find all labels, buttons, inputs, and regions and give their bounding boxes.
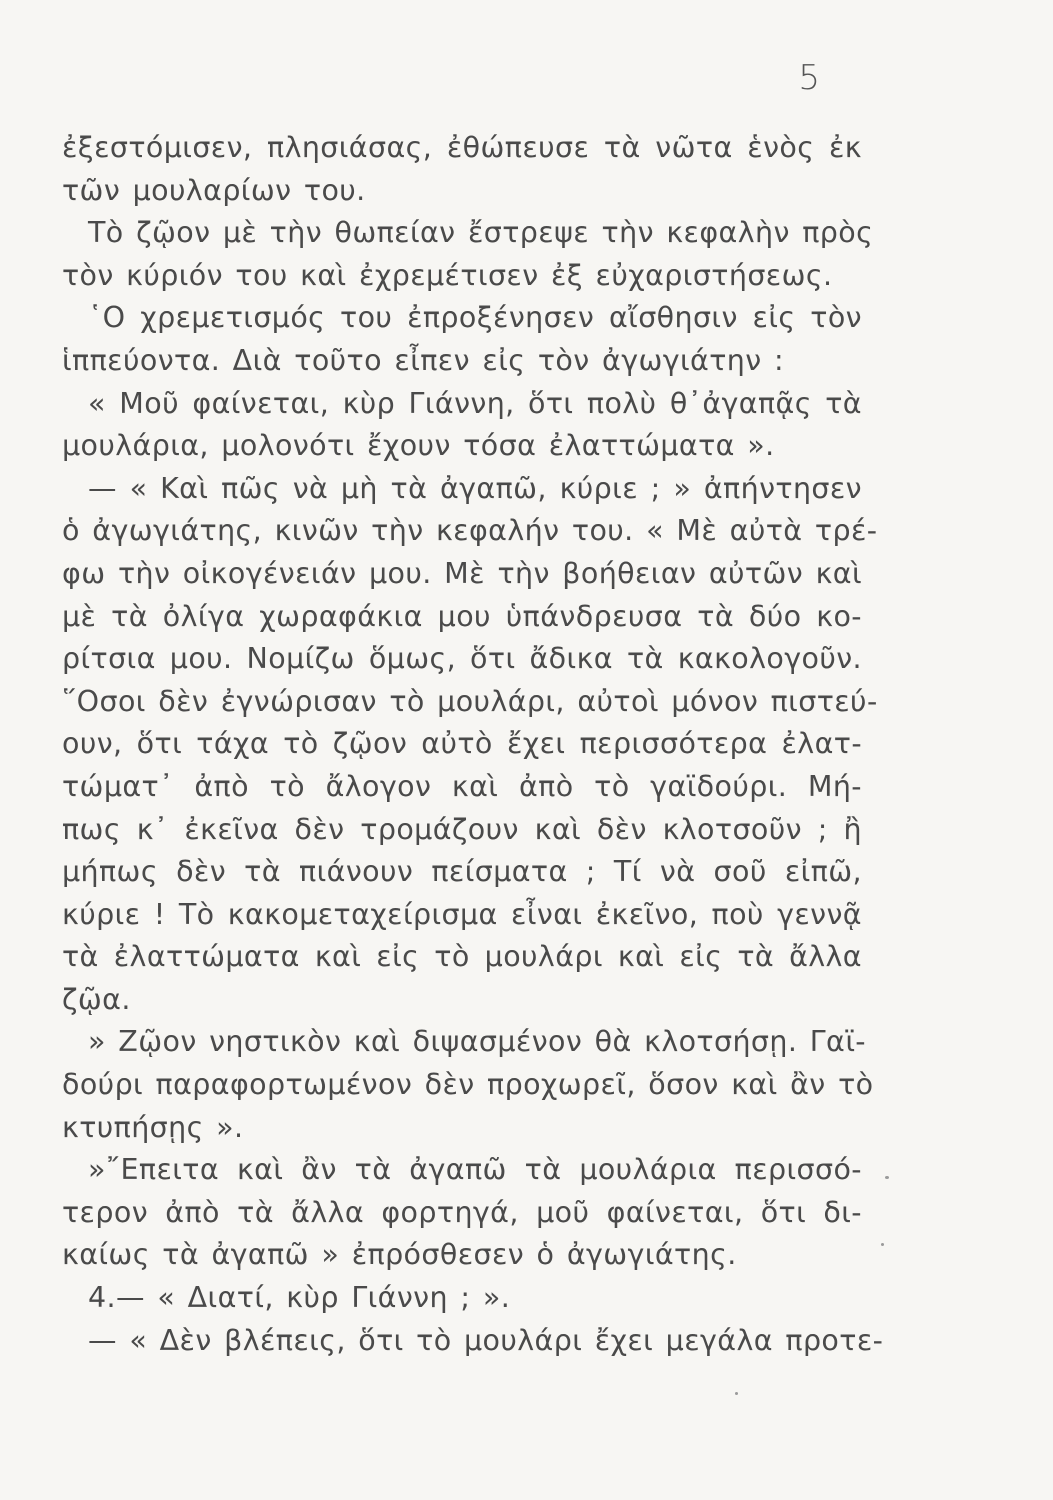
text-line: — « Καὶ πῶς νὰ μὴ τὰ ἀγαπῶ, κύριε ; » ἀπήντησεν [88,471,862,505]
text-line: τὰ ἐλαττώματα καὶ εἰς τὸ μουλάρι καὶ εἰς τὰ ἄλλα [62,940,862,974]
text-line: μήπως δὲν τὰ πιάνουν πείσματα ; Τί νὰ σοῦ εἰπῶ, [62,855,862,889]
text-line: — « Δὲν βλέπεις, ὅτι τὸ μουλάρι ἔχει μεγάλα προτε- [88,1323,884,1357]
scan-speck [881,1243,884,1246]
text-line: » Ζῷον νηστικὸν καὶ διψασμένον θὰ κλοτσήσῃ. Γαϊ- [88,1025,866,1059]
text-line: ἱππεύοντα. Διὰ τοῦτο εἶπεν εἰς τὸν ἀγωγιάτην : [62,343,785,377]
text-line: ἐξεστόμισεν, πλησιάσας, ἐθώπευσε τὰ νῶτα ἑνὸς ἐκ [62,131,862,164]
text-line: φω τὴν οἰκογένειάν μου. Μὲ τὴν βοήθειαν αὐτῶν καὶ [62,556,862,590]
text-line: μουλάρια, μολονότι ἔχουν τόσα ἐλαττώματα ». [62,429,775,463]
scan-speck [885,1176,889,1179]
text-line: τὸν κύριόν του καὶ ἐχρεμέτισεν ἐξ εὐχαριστήσεως. [62,258,833,292]
text-line: Τὸ ζῷον μὲ τὴν θωπείαν ἔστρεψε τὴν κεφαλὴν πρὸς [88,216,874,250]
text-line: τῶν μουλαρίων του. [62,173,366,207]
text-line: δούρι παραφορτωμένον δὲν προχωρεῖ, ὅσον καὶ ἂν τὸ [62,1068,874,1102]
text-line: τώματ᾿ ἀπὸ τὸ ἄλογον καὶ ἀπὸ τὸ γαϊδούρι. Μή- [62,769,862,803]
page-body [62,127,884,1362]
text-line: καίως τὰ ἀγαπῶ » ἐπρόσθεσεν ὁ ἀγωγιάτης. [62,1238,737,1272]
scan-speck [735,1392,738,1395]
page-number: 5 [798,58,821,98]
text-line: κτυπήσῃς ». [62,1110,244,1144]
text-line: ῾Ο χρεμετισμός του ἐπροξένησεν αἴσθησιν εἰς τὸν [88,301,862,335]
text-line: 4.— « Διατί, κὺρ Γιάννη ; ». [88,1281,511,1315]
text-line: »῎Επειτα καὶ ἂν τὰ ἀγαπῶ τὰ μουλάρια περισσό- [88,1153,862,1187]
text-line: τερον ἀπὸ τὰ ἄλλα φορτηγά, μοῦ φαίνεται, ὅτι δι- [62,1195,862,1229]
text-line: μὲ τὰ ὀλίγα χωραφάκια μου ὑπάνδρευσα τὰ δύο κο- [62,599,862,633]
text-line: κύριε ! Τὸ κακομεταχείρισμα εἶναι ἐκεῖνο, ποὺ γεννᾷ [62,897,862,931]
text-line: ουν, ὅτι τάχα τὸ ζῷον αὐτὸ ἔχει περισσότερα ἐλατ- [62,727,862,761]
text-line: ῞Οσοι δὲν ἐγνώρισαν τὸ μουλάρι, αὐτοὶ μόνον πιστεύ- [62,684,878,718]
text-line: ρίτσια μου. Νομίζω ὅμως, ὅτι ἄδικα τὰ κακολογοῦν. [62,642,862,676]
text-line: ζῷα. [62,982,131,1016]
text-line: πως κ᾿ ἐκεῖνα δὲν τρομάζουν καὶ δὲν κλοτσοῦν ; ἢ [62,812,862,846]
text-line: ὁ ἀγωγιάτης, κινῶν τὴν κεφαλήν του. « Μὲ αὐτὰ τρέ- [62,514,878,548]
text-line: « Μοῦ φαίνεται, κὺρ Γιάννη, ὅτι πολὺ θ᾿ἀγαπᾷς τὰ [88,386,862,420]
